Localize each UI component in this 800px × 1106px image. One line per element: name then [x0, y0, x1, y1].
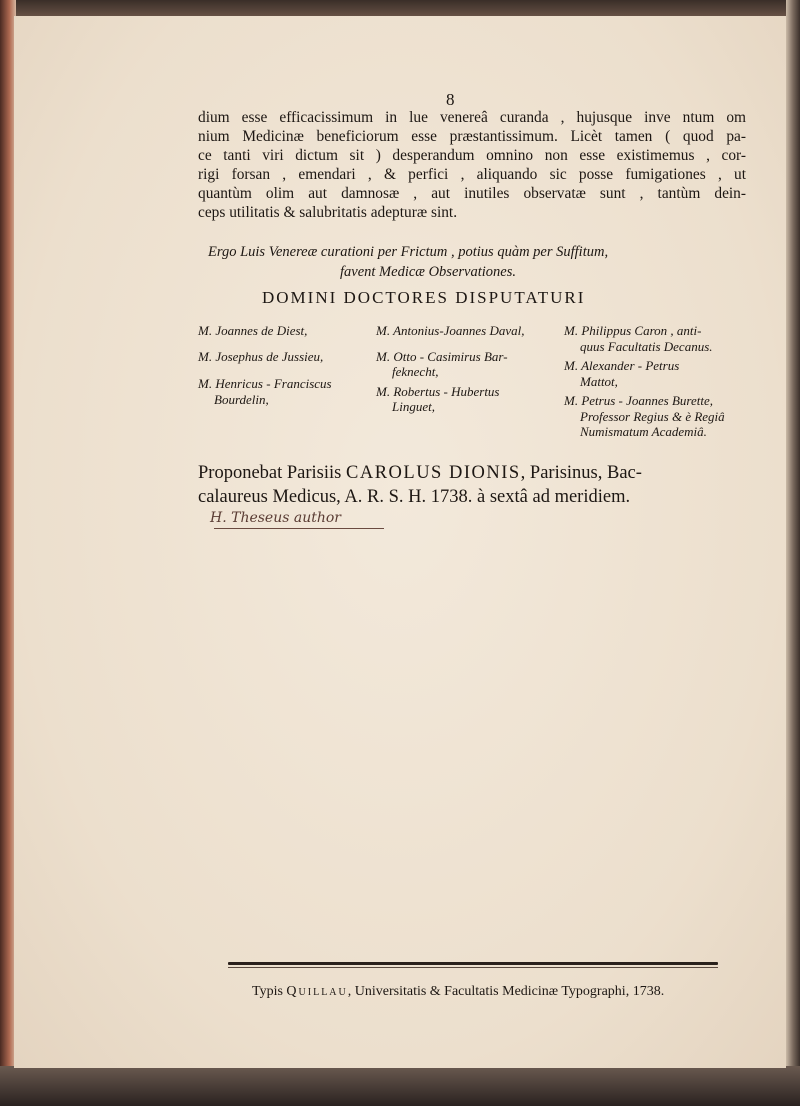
imprint-suffix: , Universitatis & Facultatis Medicinæ Typographi, 1738. — [347, 984, 665, 999]
doctor-entry — [376, 349, 552, 380]
paragraph-line: nium Medicinæ beneficiorum esse præstantissimum. Licèt tamen ( quod pa- — [198, 128, 746, 145]
paragraph-line: ceps utilitatis & salubritatis adepturæ sint. — [198, 204, 458, 221]
printer-imprint — [252, 984, 664, 1000]
doctor-name: M. Joannes de Diest, — [198, 323, 308, 338]
scan-edge-bottom — [0, 1066, 800, 1106]
doctor-name-cont: Linguet, — [392, 399, 435, 414]
thesis-statement — [200, 242, 720, 282]
doctors-column-1 — [198, 323, 368, 411]
doctor-name: M. Otto - Casimirus Bar- — [376, 348, 508, 364]
footer-rule — [228, 962, 718, 965]
doctor-name-cont: Bourdelin, — [214, 391, 269, 407]
printer-name: Quillau — [286, 984, 348, 999]
proponebat-statement — [198, 461, 732, 509]
proponebat-line-2: calaureus Medicus, A. R. S. H. 1738. à sextâ ad meridiem. — [198, 487, 631, 507]
doctor-title: Numismatum Academiâ. — [580, 424, 707, 439]
handwritten-note: H. Theseus author — [210, 510, 341, 526]
proponebat-line-1 — [198, 461, 732, 485]
doctors-heading: DOMINI DOCTORES DISPUTATURI — [262, 288, 586, 307]
doctor-title: quus Facultatis Decanus. — [580, 338, 713, 354]
doctor-name: M. Alexander - Petrus — [564, 358, 680, 373]
page-edges-right — [786, 0, 800, 1106]
document-page — [14, 16, 786, 1068]
doctor-name-cont: feknecht, — [392, 364, 439, 379]
body-paragraph — [198, 108, 746, 222]
doctors-list — [198, 323, 738, 453]
doctor-name: M. Antonius-Joannes Daval, — [376, 323, 525, 338]
doctors-column-2 — [376, 323, 552, 419]
paragraph-line: quantùm olim aut damnosæ , aut inutiles observatæ sunt , tantùm dein- — [198, 185, 746, 202]
imprint-prefix: Typis — [252, 984, 287, 999]
thesis-line-2: favent Medicæ Observationes. — [340, 264, 516, 280]
proponebat-text: Proponebat Parisiis — [198, 463, 346, 483]
thesis-line-1: Ergo Luis Venereæ curationi per Frictum , potius quàm per Suffitum, — [208, 244, 609, 260]
doctor-name: M. Petrus - Joannes Burette, — [564, 393, 713, 408]
doctors-column-3 — [564, 323, 740, 444]
doctor-entry — [198, 323, 368, 339]
doctor-entry — [198, 349, 368, 365]
doctor-title: Professor Regius & è Regiâ — [580, 408, 725, 424]
doctor-name: M. Henricus - Franciscus — [198, 376, 332, 391]
doctor-entry — [376, 323, 552, 339]
doctor-name: M. Robertus - Hubertus — [376, 383, 500, 399]
footer-rule-thin — [228, 967, 718, 968]
paragraph-line: dium esse efficacissimum in lue venereâ curanda , hujusque inve ntum om — [198, 109, 746, 126]
page-number: 8 — [446, 90, 455, 109]
paragraph-line: rigi forsan , emendari , & perfici , aliquando sic posse fumigationes , ut — [198, 166, 746, 183]
proponebat-text: , Parisinus, Bac- — [520, 463, 642, 483]
paragraph-line: ce tanti viri dictum sit ) desperandum omnino non esse existimemus , cor- — [198, 147, 746, 164]
handwritten-underline — [214, 528, 384, 529]
doctor-entry — [198, 376, 368, 407]
doctor-name: M. Philippus Caron , anti- — [564, 323, 702, 338]
doctor-name: M. Josephus de Jussieu, — [198, 348, 324, 364]
doctor-entry — [564, 393, 740, 440]
doctor-entry — [376, 384, 552, 415]
candidate-name: CAROLUS DIONIS — [346, 463, 521, 483]
doctor-entry — [564, 358, 740, 389]
doctor-entry — [564, 323, 740, 354]
doctor-name-cont: Mattot, — [580, 373, 618, 389]
